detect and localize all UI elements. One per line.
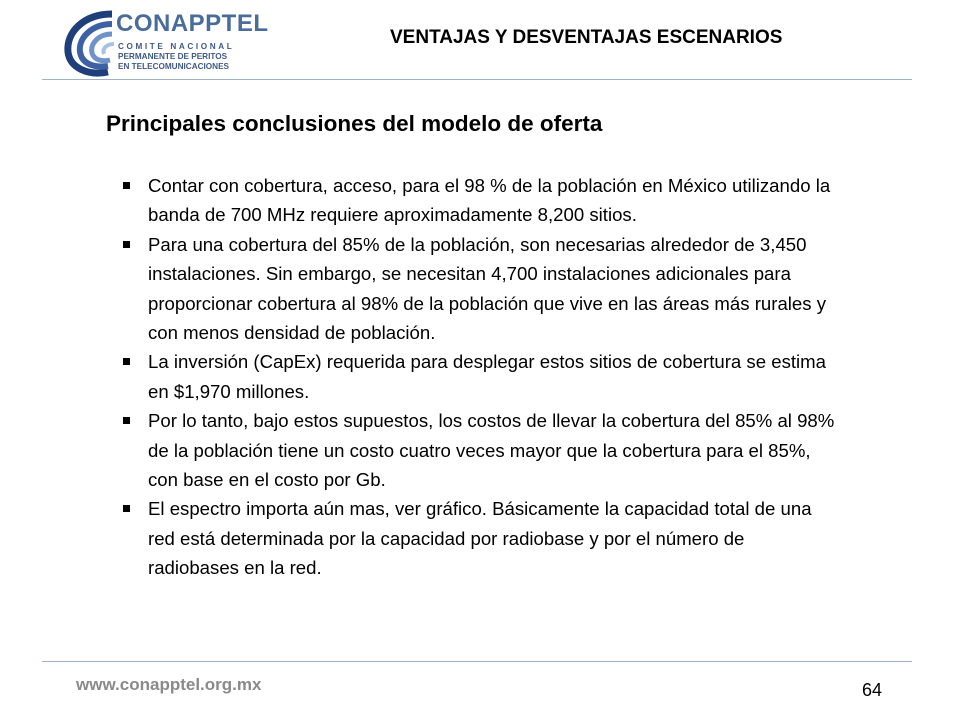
footer-divider <box>42 661 912 662</box>
square-bullet-icon <box>123 417 130 424</box>
bullet-text: Para una cobertura del 85% de la población, son necesarias alrededor de 3,450 instalaciones. Sin embargo, se necesitan 4,700 instalaciones adicionales para proporcionar cobertura al 98% de la población que vive en las áreas más rurales y con menos densidad de población. <box>148 233 827 344</box>
logo-swirl-icon <box>62 8 122 80</box>
bullet-item <box>120 406 840 494</box>
bullet-item <box>120 347 840 406</box>
bullet-item <box>120 171 840 230</box>
bullet-list <box>120 171 840 583</box>
square-bullet-icon <box>123 182 130 189</box>
square-bullet-icon <box>123 358 130 365</box>
page-number: 64 <box>862 680 883 700</box>
header-title: VENTAJAS Y DESVENTAJAS ESCENARIOS <box>390 27 783 48</box>
footer-url: www.conapptel.org.mx <box>76 675 262 694</box>
logo-subtitle-line-3: EN TELECOMUNICACIONES <box>118 62 229 71</box>
bullet-text: La inversión (CapEx) requerida para desplegar estos sitios de cobertura se estima en $1,970 millones. <box>148 351 826 402</box>
conapptel-logo <box>62 8 269 80</box>
square-bullet-icon <box>123 241 130 248</box>
bullet-item <box>120 494 840 582</box>
bullet-item <box>120 230 840 348</box>
bullet-text: El espectro importa aún mas, ver gráfico. Básicamente la capacidad total de una red está determinada por la capacidad por radiobase y por el número de radiobases en la red. <box>148 498 812 579</box>
header-divider <box>42 79 912 80</box>
square-bullet-icon <box>123 505 130 512</box>
bullet-text: Por lo tanto, bajo estos supuestos, los costos de llevar la cobertura del 85% al 98% de la población tiene un costo cuatro veces mayor que la cobertura para el 85%, con base en el costo por Gb. <box>148 410 835 491</box>
logo-name: CONAPPTEL <box>116 10 269 37</box>
bullet-text: Contar con cobertura, acceso, para el 98 % de la población en México utilizando la banda de 700 MHz requiere aproximadamente 8,200 sitios. <box>148 175 831 226</box>
logo-subtitle-line-2: PERMANENTE DE PERITOS <box>118 52 228 61</box>
slide-title: Principales conclusiones del modelo de oferta <box>106 111 603 136</box>
logo-subtitle-line-1: COMITE NACIONAL <box>118 42 235 51</box>
